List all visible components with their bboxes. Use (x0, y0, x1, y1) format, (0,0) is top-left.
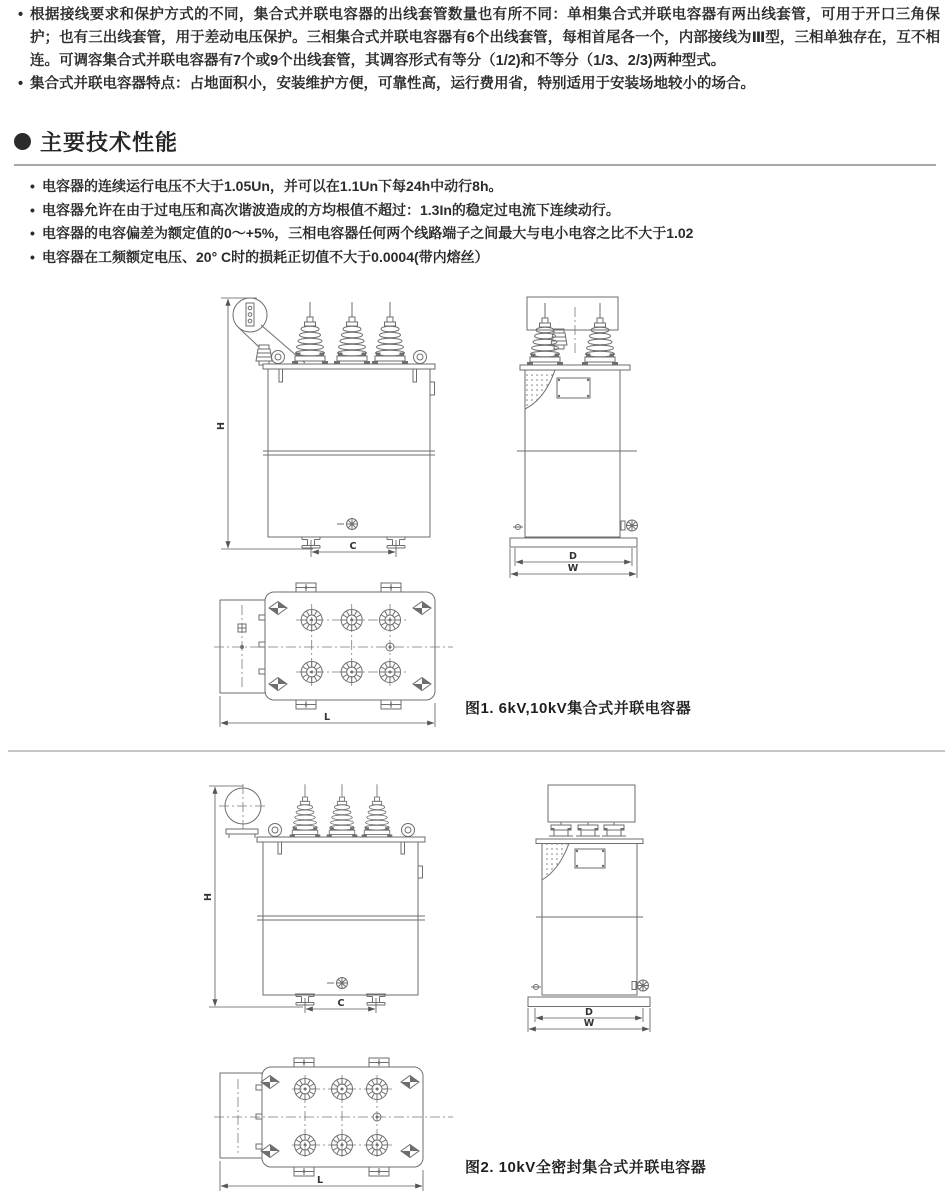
figure2-caption: 图2. 10kV全密封集合式并联电容器 (465, 1159, 707, 1176)
fig2-dim-h: H (203, 893, 214, 901)
side-radiator-box (220, 1073, 262, 1158)
intro-bullet (18, 73, 940, 96)
figure2-front-view-drawing (205, 782, 455, 1014)
intro-paragraphs (18, 4, 940, 96)
intro-bullet-text: 根据接线要求和保护方式的不同，集合式并联电容器的出线套管数量也有所不同：单相集合式并联电容器有两出线套管，可用于开口三角保护；也有三出线套管，用于差动电压保护。三相集合式并联电容器有6个出线套管，每相首尾各一个，内部接线为Ⅲ型，三相单独存在，互不相连。可调容集合式并联电容器有7个或9个出线套管，其调容形式有等分（1/2)和不等分（1/3、2/3)两种型式。 (30, 7, 941, 69)
performance-list (30, 175, 930, 269)
fig1-dim-w: W (567, 563, 579, 574)
perf-bullet (30, 246, 930, 270)
section-divider (8, 750, 945, 752)
perf-bullet-text: 电容器允许在由于过电压和高次谐波造成的方均根值不超过：1.3In的稳定过电流下连续动行。 (42, 201, 620, 218)
bullet-dot: • (30, 201, 35, 218)
fig1-dim-c: C (349, 541, 357, 552)
perf-bullet (30, 222, 930, 246)
perf-bullet-text: 电容器的连续运行电压不大于1.05Un，并可以在1.1Un下每24h中动行8h。 (42, 178, 503, 194)
bullet-dot: • (30, 225, 35, 241)
bullet-dot: • (30, 178, 35, 194)
fig2-dim-d: D (585, 1007, 593, 1018)
perf-bullet (30, 175, 930, 199)
figure1-top-view-drawing (210, 578, 460, 730)
tank-top-plate (536, 839, 643, 844)
conservator-side (548, 785, 635, 822)
perf-bullet-text: 电容器的电容偏差为额定值的0～+5%，三相电容器任何两个线路端子之间最大与电小电容之比不大于1.02 (42, 225, 694, 241)
side-valve (621, 520, 638, 531)
bottom-pin (531, 985, 541, 990)
intro-bullet (18, 4, 940, 73)
side-valve (632, 980, 649, 991)
nameplate (557, 378, 590, 398)
section-title: 主要技术性能 (40, 130, 179, 155)
tank-top-outline (265, 592, 435, 700)
figure2-side-view-drawing (495, 782, 660, 1034)
oil-conservator-drum (219, 784, 267, 838)
tank-outline (257, 842, 425, 995)
fig2-dim-c: C (337, 998, 345, 1009)
side-radiator-box (220, 600, 265, 693)
bullet-dot: • (18, 7, 24, 23)
phantom-outline (527, 297, 618, 330)
tank-outline (263, 369, 435, 537)
fig1-dim-d: D (569, 551, 577, 562)
perf-bullet (30, 199, 930, 223)
figure1-front-view-drawing (215, 293, 480, 559)
bullet-dot: • (30, 248, 35, 265)
base-skid (510, 538, 637, 547)
nameplate (575, 849, 605, 868)
perf-bullet-text: 电容器在工频额定电压、20° C时的损耗正切值不大于0.0004(带内熔丝） (42, 248, 489, 265)
intro-bullet-text: 集合式并联电容器特点：占地面积小，安装维护方便，可靠性高，运行费用省，特别适用于安装场地较小的场合。 (30, 76, 755, 92)
fig2-dim-w: W (583, 1018, 595, 1029)
figure1-side-view-drawing (495, 293, 660, 585)
tank-top-plate (263, 364, 435, 369)
tank-top-plate (257, 837, 425, 842)
base-skid (528, 997, 650, 1007)
figure2-top-view-drawing (210, 1050, 460, 1193)
fig2-dim-l: L (316, 1175, 324, 1186)
section-header (14, 126, 936, 166)
fig1-dim-h: H (216, 422, 227, 430)
bottom-pin (513, 525, 523, 530)
tank-top-plate (520, 365, 630, 370)
figure1-caption: 图1. 6kV,10kV集合式并联电容器 (465, 700, 692, 717)
bushing-flanges-side (549, 822, 626, 836)
bullet-dot: • (18, 76, 24, 92)
section-bullet-icon (14, 133, 31, 150)
fig1-dim-l: L (323, 712, 331, 723)
